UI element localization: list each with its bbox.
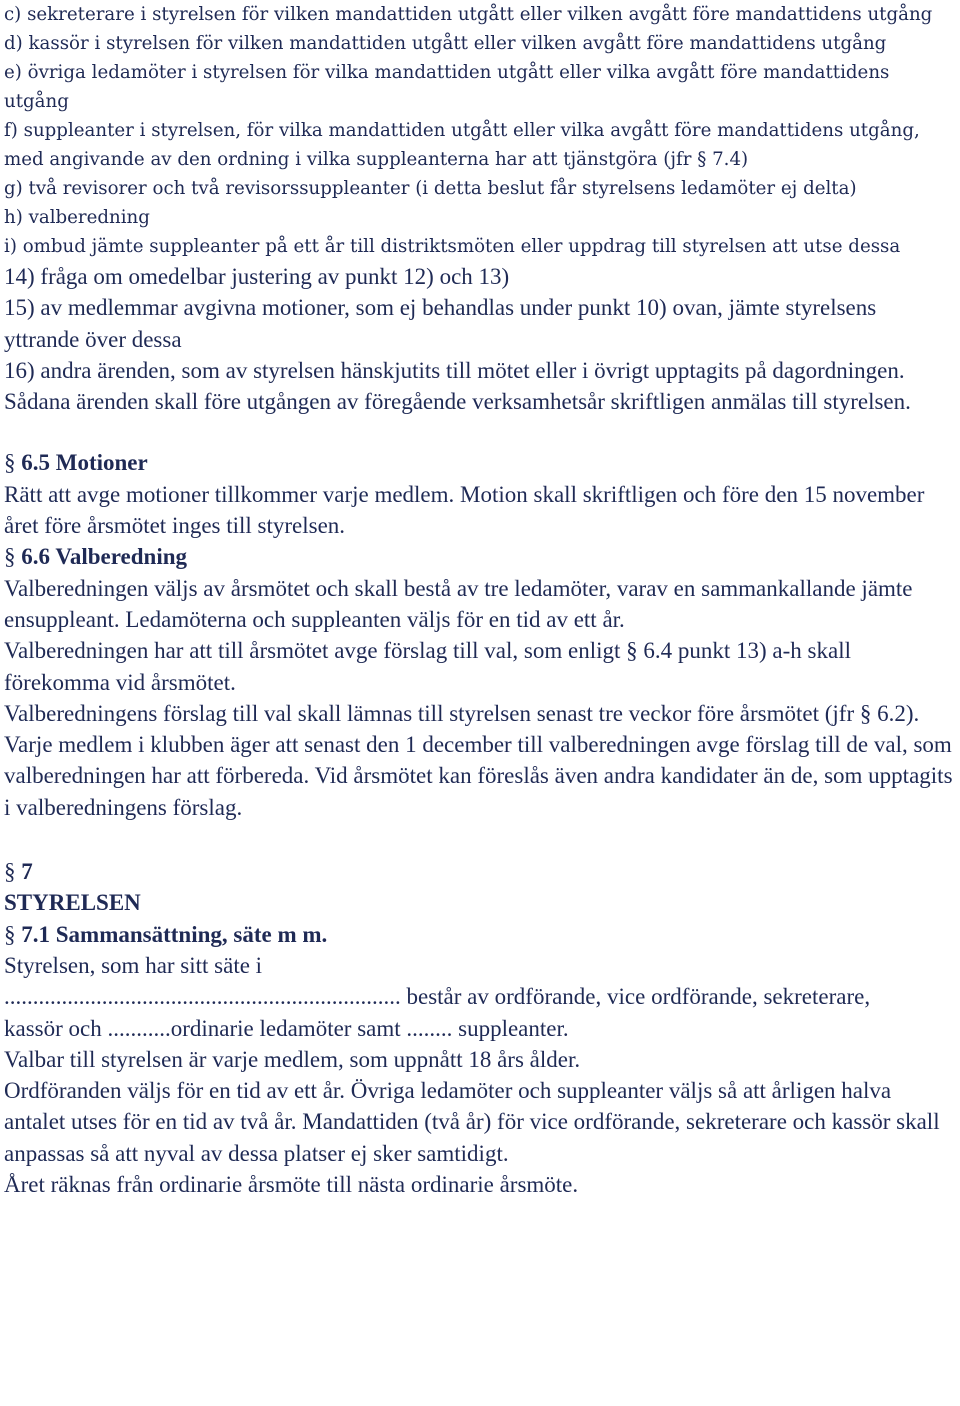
section-number: 7 [21,859,33,885]
list-item: e) övriga ledamöter i styrelsen för vilka mandattiden utgått eller vilka avgått före mandattidens utgång [4,62,890,112]
section-number: 6.5 [21,450,50,476]
chapter-title: STYRELSEN [4,890,141,916]
list-item: f) suppleanter i styrelsen, för vilka mandattiden utgått eller vilka avgått före mandattidens utgång, med angivande av den ordning i vilka suppleanterna har att tjänstgöra (jfr § 7.4) [4,120,920,170]
paragraph: Valberedningen väljs av årsmötet och skall bestå av tre ledamöter, varav en sammankallande jämte ensuppleant. Ledamöterna och suppleanten väljs för en tid av ett år. [4,575,913,632]
section-symbol: § [4,544,16,570]
paragraph: Valbar till styrelsen är varje medlem, som uppnått 18 års ålder. [4,1046,581,1072]
section-symbol: § [4,921,16,947]
section-6-5 [4,447,956,541]
chapter-number [4,856,956,887]
section-text: Rätt att avge motioner tillkommer varje medlem. Motion skall skriftligen och före den 15 november året före årsmötet inges till styrelsen. [4,481,925,539]
list-item: d) kassör i styrelsen för vilken mandattiden utgått eller vilken avgått före mandattidens utgång [4,33,887,54]
section-number: 7.1 [21,921,50,947]
spacer [4,417,956,447]
section-symbol: § [4,450,16,476]
agenda-items-list [4,261,956,417]
list-item: 15) av medlemmar avgivna motioner, som ej behandlas under punkt 10) ovan, jämte styrelsens yttrande över dessa [4,295,877,352]
section-7 [4,856,956,919]
list-item: 14) fråga om omedelbar justering av punkt 12) och 13) [4,264,510,289]
section-number: 6.6 [21,544,50,570]
section-symbol: § [4,859,16,885]
election-items-list [4,0,956,261]
paragraph: ..................................................................... består av ordförande, vice ordförande, sekreterare, [4,984,871,1010]
paragraph: Valberedningen har att till årsmötet avge förslag till val, som enligt § 6.4 punkt 13) a-h skall förekomma vid årsmötet. [4,638,851,695]
list-item: 16) andra ärenden, som av styrelsen hänskjutits till mötet eller i övrigt upptagits på dagordningen. Sådana ärenden skall före utgången av föregående verksamhetsår skriftligen anmälas till styrelsen. [4,357,911,415]
list-item: h) valberedning [4,207,150,228]
paragraph: Styrelsen, som har sitt säte i [4,952,263,978]
section-7-1 [4,919,956,1201]
paragraph: Året räknas från ordinarie årsmöte till nästa ordinarie årsmöte. [4,1172,579,1198]
paragraph: Valberedningens förslag till val skall lämnas till styrelsen senast tre veckor före årsmötet (jfr § 6.2). [4,700,920,726]
list-item: g) två revisorer och två revisorssuppleanter (i detta beslut får styrelsens ledamöter ej delta) [4,178,857,199]
document-page [4,0,956,1200]
section-6-6 [4,541,956,823]
section-title: Motioner [55,450,148,476]
section-heading [4,919,956,950]
spacer [4,823,956,856]
section-title: Valberedning [55,544,187,570]
paragraph: Varje medlem i klubben äger att senast den 1 december till valberedningen avge förslag till de val, som valberedningen har att förbereda. Vid årsmötet kan föreslås även andra kandidater än de, som upptagits i valberedningens förslag. [4,732,953,820]
section-heading [4,541,956,572]
paragraph: Ordföranden väljs för en tid av ett år. Övriga ledamöter och suppleanter väljs så att årligen halva antalet utses för en tid av två år. Mandattiden (två år) för vice ordförande, sekreterare och kassör skall anpassas så att nyval av dessa platser ej sker samtidigt. [4,1078,940,1166]
list-item: c) sekreterare i styrelsen för vilken mandattiden utgått eller vilken avgått före mandattidens utgång [4,4,933,25]
list-item: i) ombud jämte suppleanter på ett år till distriktsmöten eller uppdrag till styrelsen att utse dessa [4,236,901,257]
paragraph: kassör och ...........ordinarie ledamöter samt ........ suppleanter. [4,1015,569,1041]
section-title: Sammansättning, säte m m. [55,921,328,947]
section-heading [4,447,956,478]
